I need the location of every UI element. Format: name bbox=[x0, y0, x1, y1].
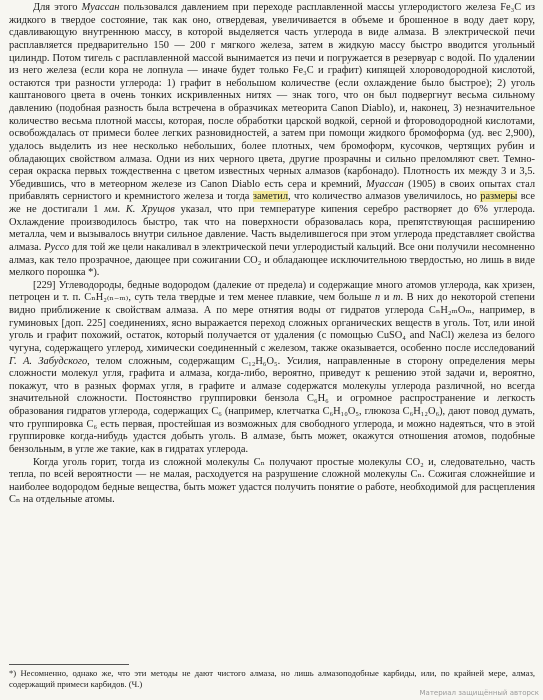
italic-text: n bbox=[375, 292, 381, 304]
text-run: указал, что при температуре кипения серебро растворяет до 6% углерода. Охлаждение производилось быстро, так что на поверхности образовалась кора, препятствующая расширению металла, чем и вызывалось внутри сильное давление. Часть выделившегося при этом углерода представляет свойства алмаза. bbox=[9, 204, 535, 253]
text-run: . В них до некоторой степени видно приближение к свойствам алмаза. А по мере отнятия воды от гидратов углерода CₙH₂ₘOₘ, например, в гуминовых [доп. 225] соединениях, ясно выражается переход сложных органических веществ в уголь. Тот, или иной уголь и графит похожий, остаток, который получается от удаления (с помощью CuSO₄ and NaCl) железа из белого чугуна, содержащего углерод, химически соединенный с железом, также оказывается, особенно после исследований bbox=[9, 292, 535, 354]
highlighted-word: заметил bbox=[252, 191, 289, 203]
text-run: , телом сложным, содержащим C₁₂H₆O₅. Усилия, направленные в сторону определения меры сложности молекул угля, графита и алмаза, когда-либо, вероятно, приведут к решению этой задачи и, вероятно, покажут, что в разных формах угля, в графите и алмазе содержатся молекулы углерода различной, но всегда значительной сложности. Постоянство группировки бензола C₆H₆ и огромное распространение и легкость образования гидратов углерода, содержащих C₆ (например, клетчатка C₆H₁₀O₅, глюкоза C₆H₁₂O₆), дают повод думать, что группировка C₆ есть первая, простейшая из возможных для свободного углерода, и можно надеяться, что в этой группировке когда-нибудь удастся добыть уголь. В алмазе, быть может, окажутся отношения атомов, подобные бензольным, в угле же такие, как в гидратах углерода. bbox=[9, 355, 536, 455]
text-run: и bbox=[380, 292, 393, 304]
footnote-rule bbox=[9, 664, 129, 665]
text-run: (1905) в своих опытах стал прибавлять сернистого и кремнистого железа и тогда bbox=[9, 178, 536, 203]
text-run: . bbox=[117, 204, 126, 215]
italic-text: Муассан bbox=[81, 2, 120, 13]
text-run: все же не достигали 1 bbox=[9, 191, 536, 215]
paragraph-3 bbox=[9, 457, 535, 508]
text-run: , что количество алмазов увеличилось, но bbox=[288, 191, 481, 203]
paragraph-2 bbox=[9, 280, 535, 457]
italic-text: Руссо bbox=[44, 241, 70, 253]
body-text bbox=[9, 2, 535, 507]
italic-text: мм bbox=[104, 204, 118, 215]
text-run: пользовался давлением при переходе расплавленной массы углеродистого железа Fe₃C из жидкого в твердое состояние, так как оно, отвердевая, увеличивается в объеме и брошенное в воду дает кору, сдавливающую внутреннюю массу, в которой выделяется часть углерода в виде алмаза. В электрической печи расплавляется предварительно 150 — 200 г мягкого железа, затем в жидкую массу быстро вводится угольный цилиндр. Потом тигель с расплавленной массой вынимается из печи и погружается в резервуар с водой. По удалении из него железа (если кора не лопнула — иначе будет только Fe₃C и графит) кипящей хлороводородной кислотой, остаются три разности углерода: 1) графит в небольшом количестве (если охлаждение было быстрое); 2) уголь каштанового цвета в очень тонких искривленных нитях — знак того, что он был подвергнут весьма сильному давлению (подобная разность была встречена в образчиках метеорита Canon Diablo), и, наконец, 3) незначительное количество весьма плотной массы, которая, после обработки царской водкой, серной и фтороводородной кислотами, освобождалась от примеси более легких разновидностей, а затем при помощи жидкого бромоформа (уд. вес 2,900), удалось выделить из нее несколько небольших, более плотных, чем бромоформ, кусочков, чертящих рубин и обладающих свойством алмаза. Одни из них черного цвета, другие прозрачны и сильно преломляют свет. Темно-серая окраска первых тождественна с цветом известных черных алмазов (карбонадо). Плотность их между 3 и 3,5. Убедившись, что в метеорном железе из Canon Diablo есть сера и кремний, bbox=[9, 2, 535, 190]
highlighted-word: размеры bbox=[480, 191, 518, 203]
text-run: Когда уголь горит, тогда из сложной молекулы Cₙ получают простые молекулы CO₂ и, следовательно, часть тепла, по всей вероятности — не малая, расходуется на разрушение сложной молекулы Cₙ. Сожигая сложнейшие и наиболее водородом бедные вещества, быть может удастся получить понятие о работе, необходимой для расцепления Cₙ на отдельные атомы. bbox=[9, 456, 535, 506]
text-run: для той же цели накаливал в электрической печи углеродистый кальций. Все они получили несомненно алмаз, как тело прозрачное, дающее при сожигании CO₂ и обладающее исключительною твердостью, но лишь в виде мелкого порошка *). bbox=[9, 241, 535, 279]
footnote: *) Несомненно, однако же, что эти методы не дают чистого алмаза, но лишь алмазоподобные карбиды, или, по крайней мере, алмаз, содержащий примеси карбидов. (Ч.) bbox=[9, 668, 535, 689]
italic-text: Г. А. Забудского bbox=[9, 355, 88, 367]
italic-text: m bbox=[392, 292, 401, 304]
text-run: Для этого bbox=[33, 2, 82, 13]
text-run: [229] Углеводороды, бедные водородом (далекие от предела) и содержащие много атомов углерода, как хризен, петроцен и т. п. CₙH₂₍ₙ₋ₘ₎, суть тела твердые и тем менее плавкие, чем больше bbox=[9, 279, 535, 304]
watermark: Материал защищённый авторск bbox=[419, 689, 539, 697]
italic-text: К. Хрущов bbox=[125, 204, 175, 215]
paragraph-1 bbox=[9, 2, 535, 280]
italic-text: Муассан bbox=[366, 178, 404, 190]
